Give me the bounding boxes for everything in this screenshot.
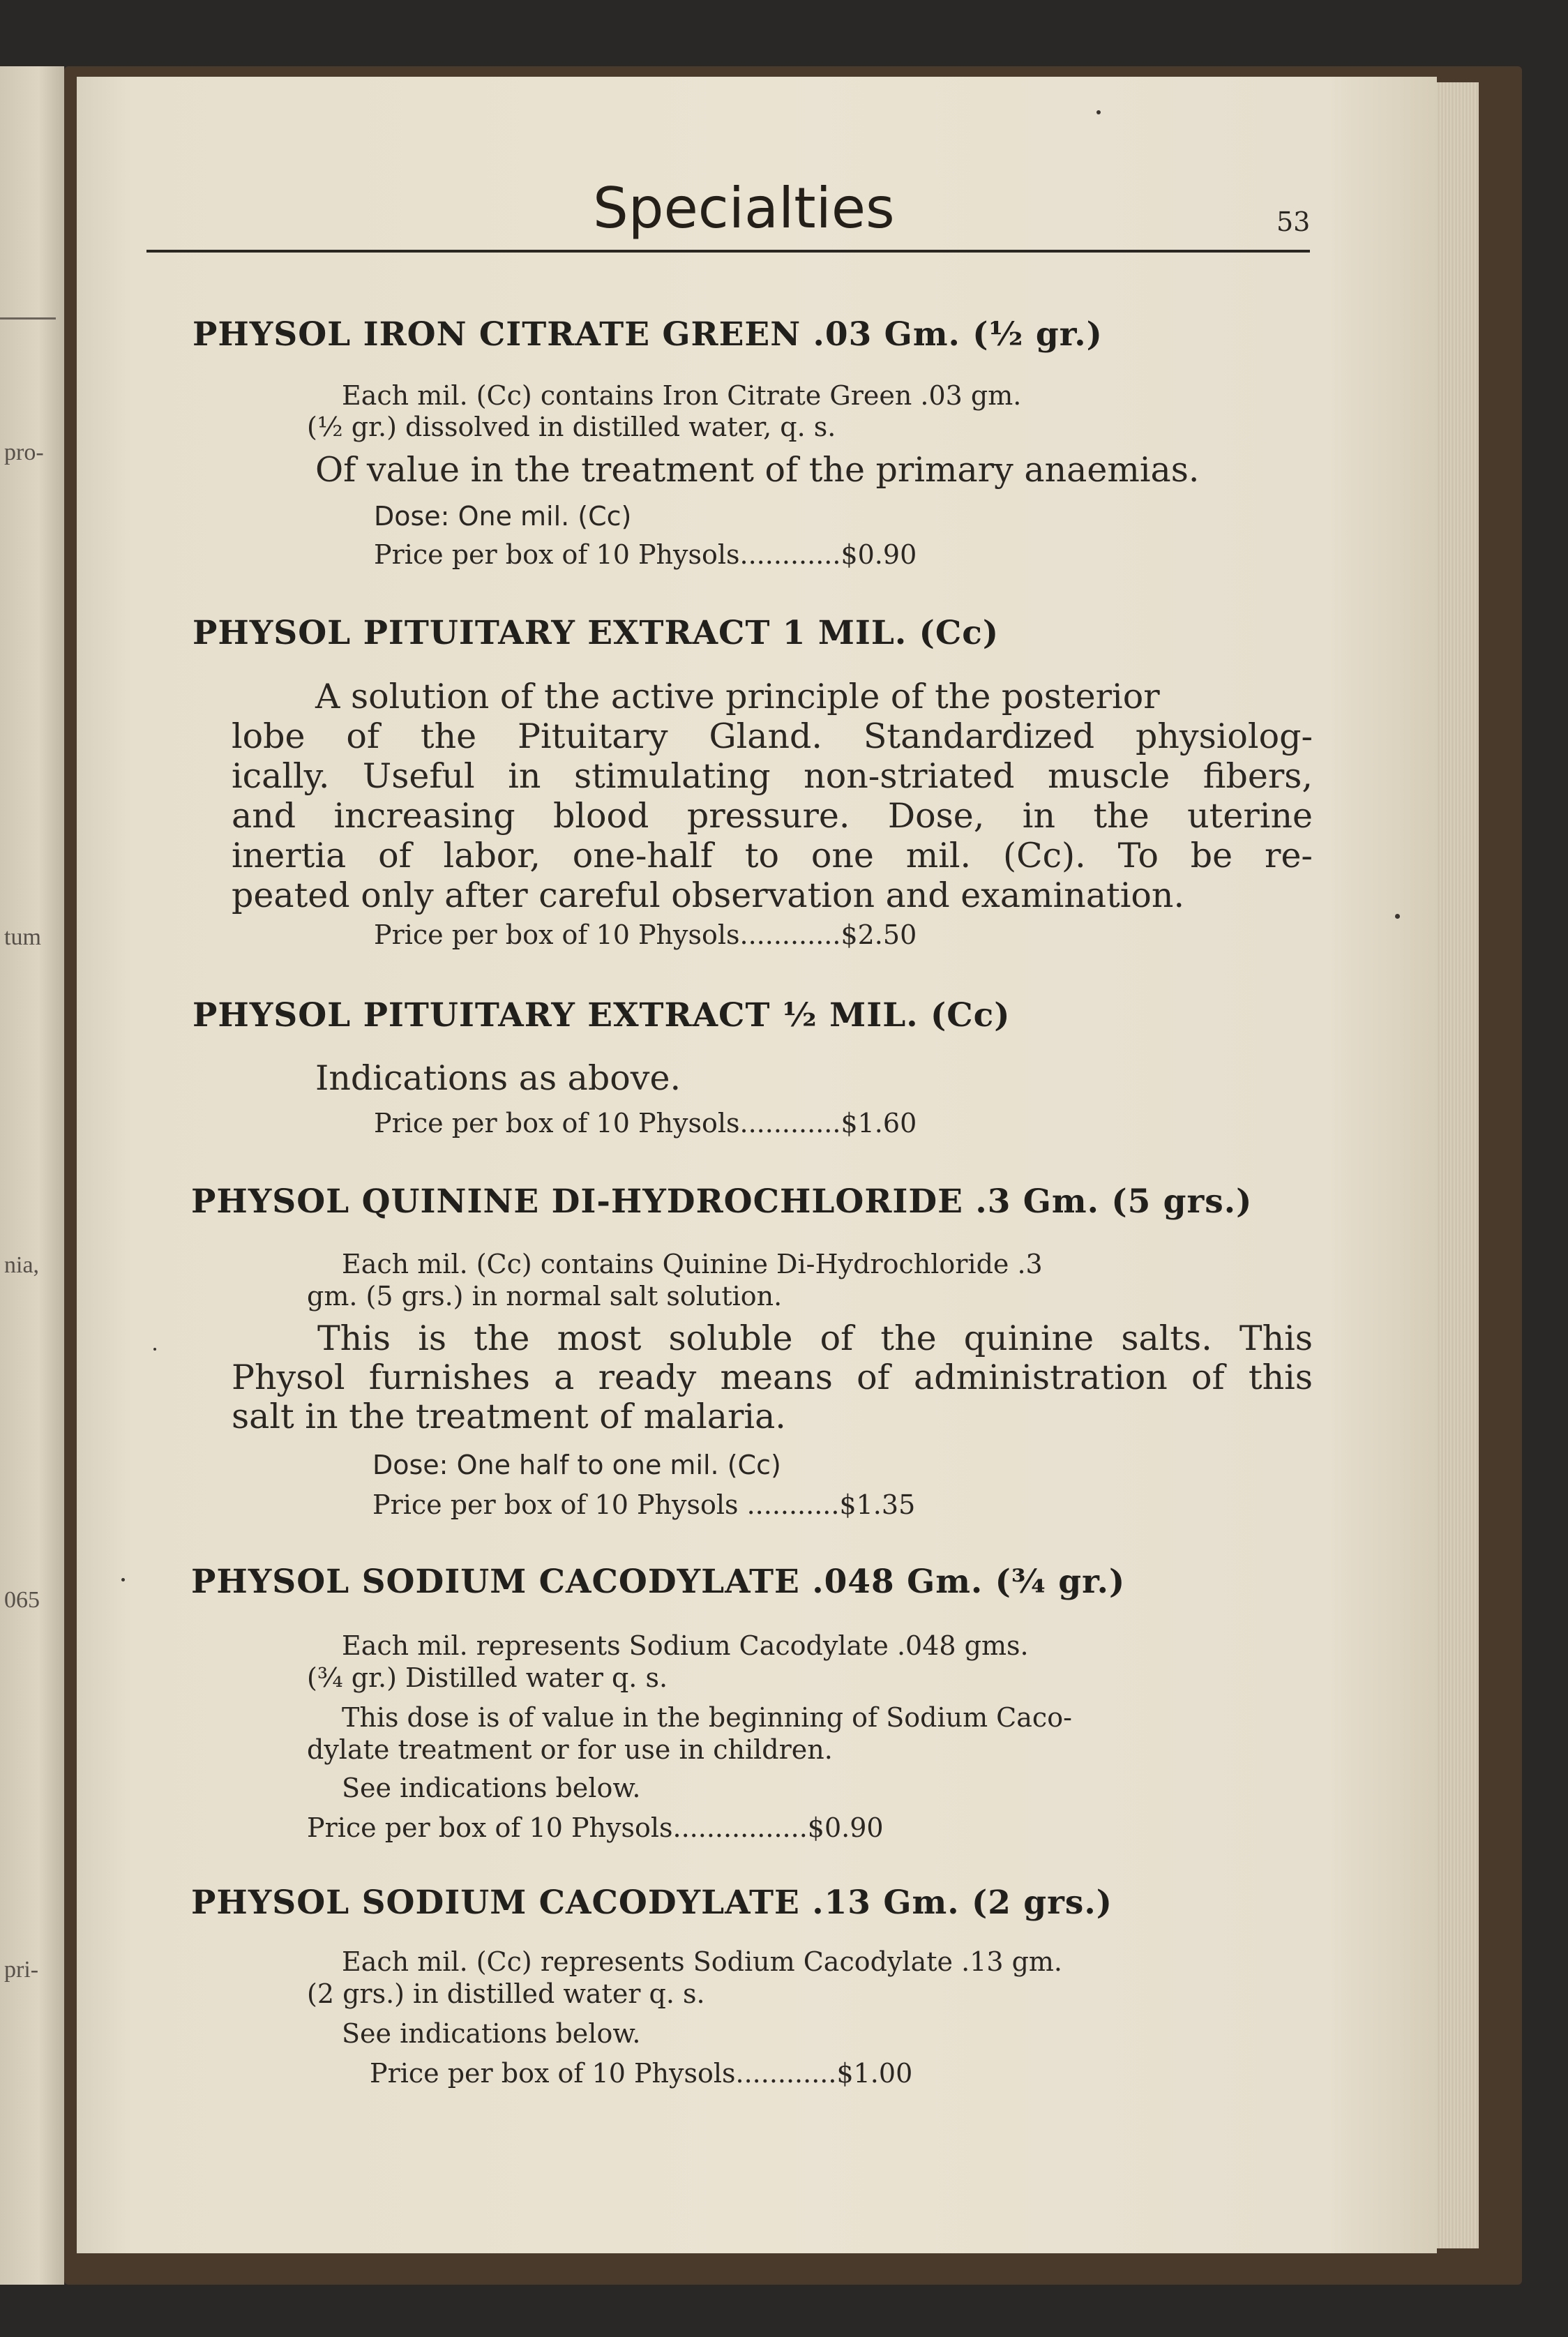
composition-line: Each mil. (Cc) contains Iron Citrate Green .03 gm. (342, 380, 1022, 411)
description-line: Of value in the treatment of the primary anaemias. (315, 450, 1200, 490)
section-heading: PHYSOL PITUITARY EXTRACT ½ MIL. (Cc) (193, 996, 1011, 1035)
composition-line: Each mil. (Cc) represents Sodium Cacodylate .13 gm. (342, 1946, 1063, 1977)
prev-fragment: pri- (4, 1957, 39, 1983)
description-line: and increasing blood pressure. Dose, in the uterine (232, 796, 1313, 836)
running-head: Specialties (593, 176, 895, 241)
composition-line: Each mil. represents Sodium Cacodylate .048 gms. (342, 1630, 1029, 1661)
section-heading: PHYSOL IRON CITRATE GREEN .03 Gm. (½ gr.) (193, 315, 1103, 354)
composition-line: Each mil. (Cc) contains Quinine Di-Hydrochloride .3 (342, 1249, 1043, 1279)
prev-fragment: nia, (4, 1252, 40, 1278)
section-heading: PHYSOL SODIUM CACODYLATE .048 Gm. (¾ gr.) (191, 1563, 1126, 1601)
description-line: A solution of the active principle of the posterior (315, 677, 1160, 716)
price-line: Price per box of 10 Physols............$1.00 (370, 2058, 913, 2089)
prev-fragment: 065 (4, 1587, 40, 1613)
description-line: This dose is of value in the beginning of Sodium Caco- (342, 1702, 1072, 1733)
description-line: dylate treatment or for use in children. (307, 1734, 833, 1765)
description-line: inertia of labor, one-half to one mil. (Cc). To be re- (232, 836, 1313, 876)
previous-page-rule (0, 317, 56, 320)
prev-fragment: tum (4, 924, 41, 950)
description-line: Indications as above. (315, 1058, 681, 1098)
description-line: ically. Useful in stimulating non-striated muscle fibers, (232, 756, 1313, 796)
price-line: Price per box of 10 Physols ...........$1.35 (372, 1489, 916, 1520)
composition-line: (½ gr.) dissolved in distilled water, q. s. (307, 412, 836, 442)
composition-line: gm. (5 grs.) in normal salt solution. (307, 1281, 783, 1312)
description-line: Physol furnishes a ready means of administration of this (232, 1358, 1313, 1397)
paper-speck (153, 1348, 156, 1351)
composition-line: (¾ gr.) Distilled water q. s. (307, 1662, 668, 1693)
paper-speck (121, 1578, 125, 1581)
composition-line: (2 grs.) in distilled water q. s. (307, 1978, 705, 2009)
dose-line: Dose: One mil. (Cc) (374, 501, 632, 532)
header-rule (146, 250, 1310, 253)
price-line: Price per box of 10 Physols............$2.50 (374, 919, 917, 950)
description-line: salt in the treatment of malaria. (232, 1397, 786, 1436)
section-heading: PHYSOL QUININE DI-HYDROCHLORIDE .3 Gm. (5 grs.) (191, 1182, 1253, 1221)
dose-line: Dose: One half to one mil. (Cc) (372, 1450, 781, 1480)
previous-page-edge (0, 66, 64, 2285)
section-heading: PHYSOL SODIUM CACODYLATE .13 Gm. (2 grs.) (191, 1884, 1113, 1922)
indications-note: See indications below. (342, 1773, 641, 1803)
description-line: lobe of the Pituitary Gland. Standardized physiolog- (232, 716, 1313, 756)
prev-fragment: pro- (4, 439, 44, 465)
paper-speck (1096, 110, 1101, 114)
price-line: Price per box of 10 Physols............$1.60 (374, 1108, 917, 1139)
paper-speck (1395, 914, 1400, 919)
indications-note: See indications below. (342, 2018, 641, 2049)
description-line: This is the most soluble of the quinine salts. This (317, 1318, 1313, 1358)
page-number: 53 (1276, 206, 1311, 237)
price-line: Price per box of 10 Physols............$0.90 (374, 539, 917, 570)
description-line: peated only after careful observation and examination. (232, 876, 1185, 915)
page-edges (1437, 82, 1479, 2248)
price-line: Price per box of 10 Physols................$0.90 (307, 1812, 884, 1843)
section-heading: PHYSOL PITUITARY EXTRACT 1 MIL. (Cc) (193, 614, 1000, 652)
